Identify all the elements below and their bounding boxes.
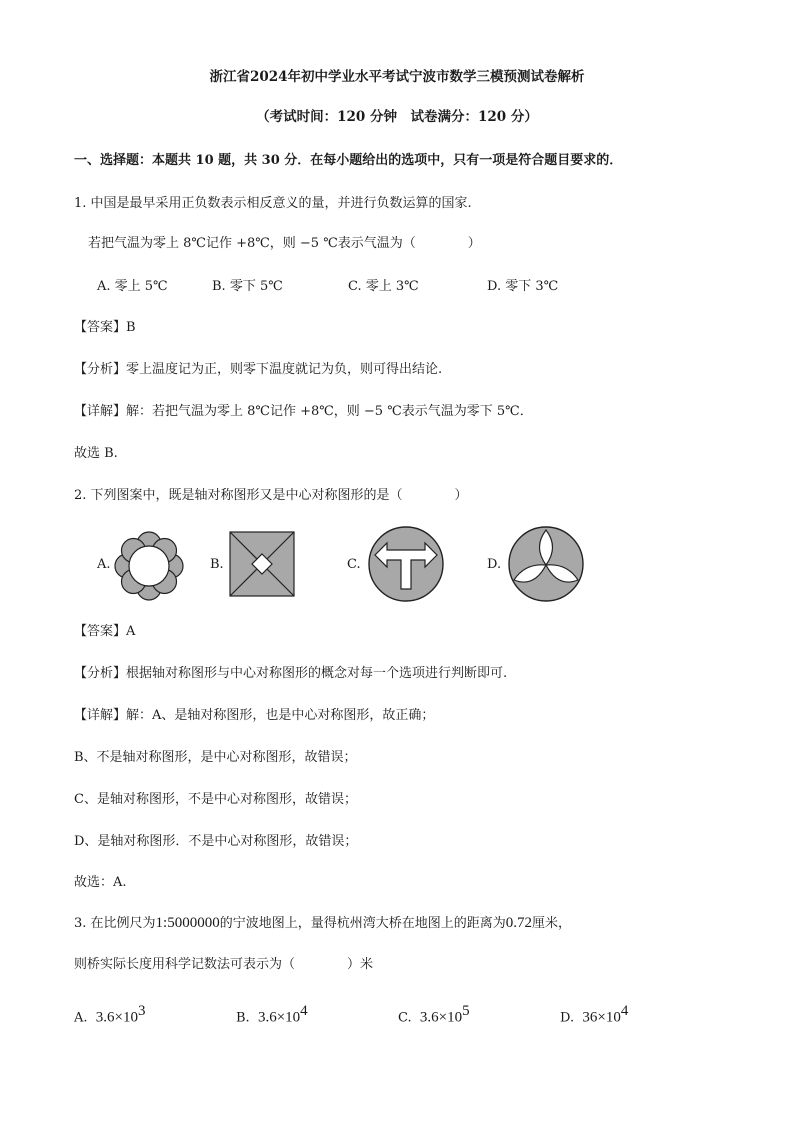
q1-answer: 【答案】B [74,320,136,335]
flower-shape-figure [114,531,184,601]
q3-stem-part1: 3. 在比例尺为 [74,916,156,931]
q3-stem-line2: 则桥实际长度用科学记数法可表示为（ ）米 [74,957,374,972]
q2-analysis: 【分析】根据轴对称图形与中心对称图形的概念对每一个选项进行判断即可. [74,666,508,681]
q2-answer: 【答案】A [74,624,136,639]
page-title: 浙江省2024年初中学业水平考试宁波市数学三模预测试卷解析 [209,69,585,85]
q2-detail-b: B、不是轴对称图形，是中心对称图形，故错误； [74,750,357,765]
section-heading: 一、选择题：本题共 10 题，共 30 分．在每小题给出的选项中，只有一项是符合题目要求的． [74,153,623,168]
exam-info: （考试时间：120 分钟 试卷满分：120 分） [256,109,538,125]
three-petal-circle-figure [507,525,585,603]
q1-option-d: D. 零下 3℃ [487,279,559,294]
q2-conclusion: 故选：A. [74,875,127,890]
q2-label-a: A. [97,557,111,572]
q3-option-b: B. 3.6×104 [236,1003,308,1026]
q2-label-d: D. [487,557,502,572]
q1-detail: 【详解】解：若把气温为零上 8℃记作 +8℃，则 −5 ℃表示气温为零下 5℃． [74,404,533,419]
q2-detail-d: D、是轴对称图形．不是中心对称图形，故错误； [74,834,358,849]
q1-option-a: A. 零上 5℃ [97,279,168,294]
q3-option-d: D. 36×104 [560,1003,629,1026]
q3-stem-part3: 厘米， [531,916,571,931]
road-sign-figure [367,525,445,603]
q1-option-c: C. 零上 3℃ [348,279,419,294]
q2-label-b: B. [210,557,224,572]
pinwheel-square-figure [228,530,296,598]
q1-stem-line1: 1. 中国是最早采用正负数表示相反意义的量，并进行负数运算的国家. [74,196,472,211]
q3-option-a: A. 3.6×103 [74,1003,146,1026]
q3-stem-line1 [74,916,571,931]
q1-stem-line2: 若把气温为零上 8℃记作 +8℃，则 −5 ℃表示气温为（ ） [88,236,481,251]
q1-analysis: 【分析】零上温度记为正，则零下温度就记为负，则可得出结论. [74,362,443,377]
q2-label-c: C. [347,557,361,572]
q3-stem-part2: 的宁波地图上，量得杭州湾大桥在地图上的距离为 [219,916,506,931]
q1-conclusion: 故选 B. [74,446,118,461]
q1-option-b: B. 零下 5℃ [212,279,283,294]
q2-stem: 2. 下列图案中，既是轴对称图形又是中心对称图形的是（ ） [74,488,468,503]
q2-detail: 【详解】解：A、是轴对称图形，也是中心对称图形，故正确； [74,708,435,723]
q3-option-c: C. 3.6×105 [398,1003,470,1026]
q3-distance: 0.72 [505,915,532,931]
q3-scale: 1:5000000 [155,915,220,931]
q2-detail-c: C、是轴对称图形，不是中心对称图形，故错误； [74,792,357,807]
